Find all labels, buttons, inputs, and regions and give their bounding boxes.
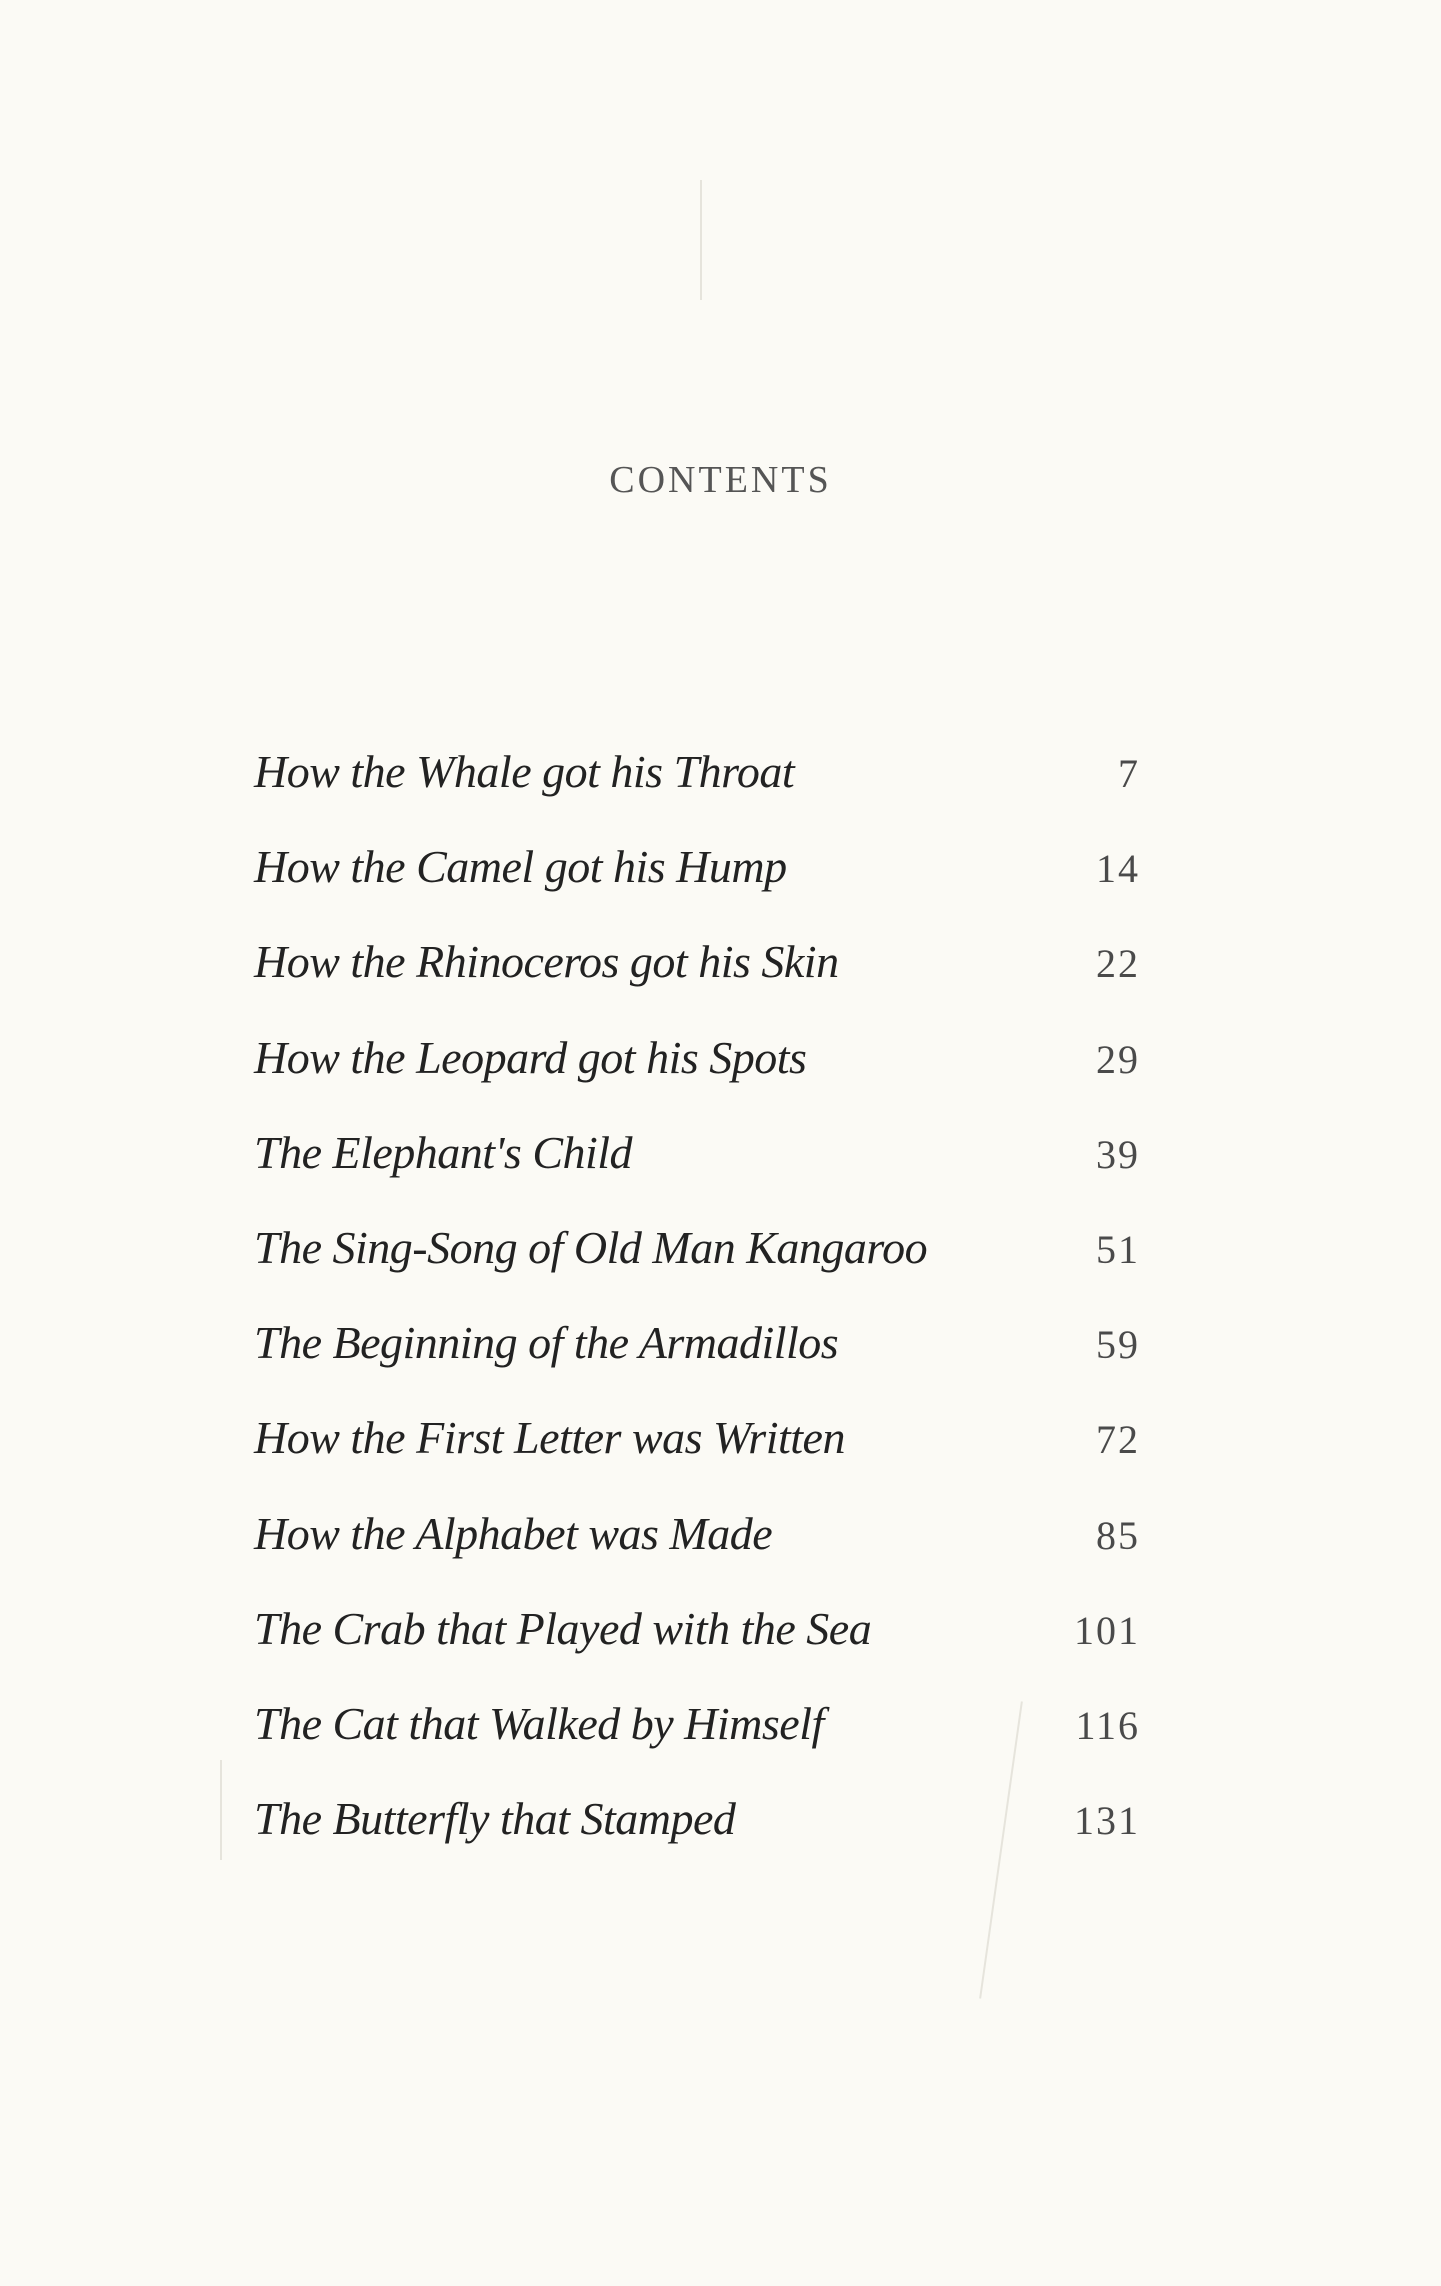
entry-title: The Beginning of the Armadillos xyxy=(254,1317,839,1369)
toc-entry[interactable] xyxy=(254,1602,1140,1697)
entry-title: The Crab that Played with the Sea xyxy=(254,1602,872,1654)
entry-title: The Cat that Walked by Himself xyxy=(254,1697,824,1749)
entry-page-number: 7 xyxy=(1118,751,1140,796)
entry-page-number: 14 xyxy=(1096,846,1140,892)
entry-page-number: 59 xyxy=(1096,1322,1140,1368)
entry-title: How the Whale got his Throat xyxy=(254,746,795,797)
toc-entry[interactable] xyxy=(254,840,1140,935)
toc-entry[interactable] xyxy=(254,1316,1140,1411)
paper-blemish xyxy=(700,180,702,300)
entry-title: How the First Letter was Written xyxy=(254,1412,845,1464)
entry-title: The Sing-Song of Old Man Kangaroo xyxy=(254,1221,928,1273)
entry-page-number: 51 xyxy=(1096,1226,1140,1272)
entry-title: The Elephant's Child xyxy=(254,1126,633,1178)
toc-entry[interactable] xyxy=(254,1411,1140,1506)
contents-heading: CONTENTS xyxy=(609,459,832,501)
entry-page-number: 39 xyxy=(1096,1131,1140,1177)
toc-entry[interactable] xyxy=(254,745,1140,840)
toc-entry[interactable] xyxy=(254,1507,1140,1602)
entry-title: The Butterfly that Stamped xyxy=(254,1793,736,1845)
entry-page-number: 85 xyxy=(1096,1512,1140,1558)
toc-entry[interactable] xyxy=(254,1126,1140,1221)
toc-entry[interactable] xyxy=(254,1697,1140,1792)
entry-title: How the Rhinoceros got his Skin xyxy=(254,936,839,988)
entry-title: How the Leopard got his Spots xyxy=(254,1031,807,1083)
toc-entry[interactable] xyxy=(254,1221,1140,1316)
paper-blemish xyxy=(220,1760,222,1860)
entry-page-number: 22 xyxy=(1096,941,1140,987)
entry-page-number: 72 xyxy=(1096,1417,1140,1463)
entry-title: How the Alphabet was Made xyxy=(254,1507,773,1559)
entry-title: How the Camel got his Hump xyxy=(254,841,787,893)
toc-entry[interactable] xyxy=(254,935,1140,1030)
table-of-contents xyxy=(254,745,1140,1887)
toc-entry[interactable] xyxy=(254,1792,1140,1887)
entry-page-number: 101 xyxy=(1074,1607,1140,1653)
entry-page-number: 131 xyxy=(1074,1798,1140,1844)
entry-page-number: 116 xyxy=(1075,1702,1140,1748)
toc-entry[interactable] xyxy=(254,1031,1140,1126)
entry-page-number: 29 xyxy=(1096,1036,1140,1082)
